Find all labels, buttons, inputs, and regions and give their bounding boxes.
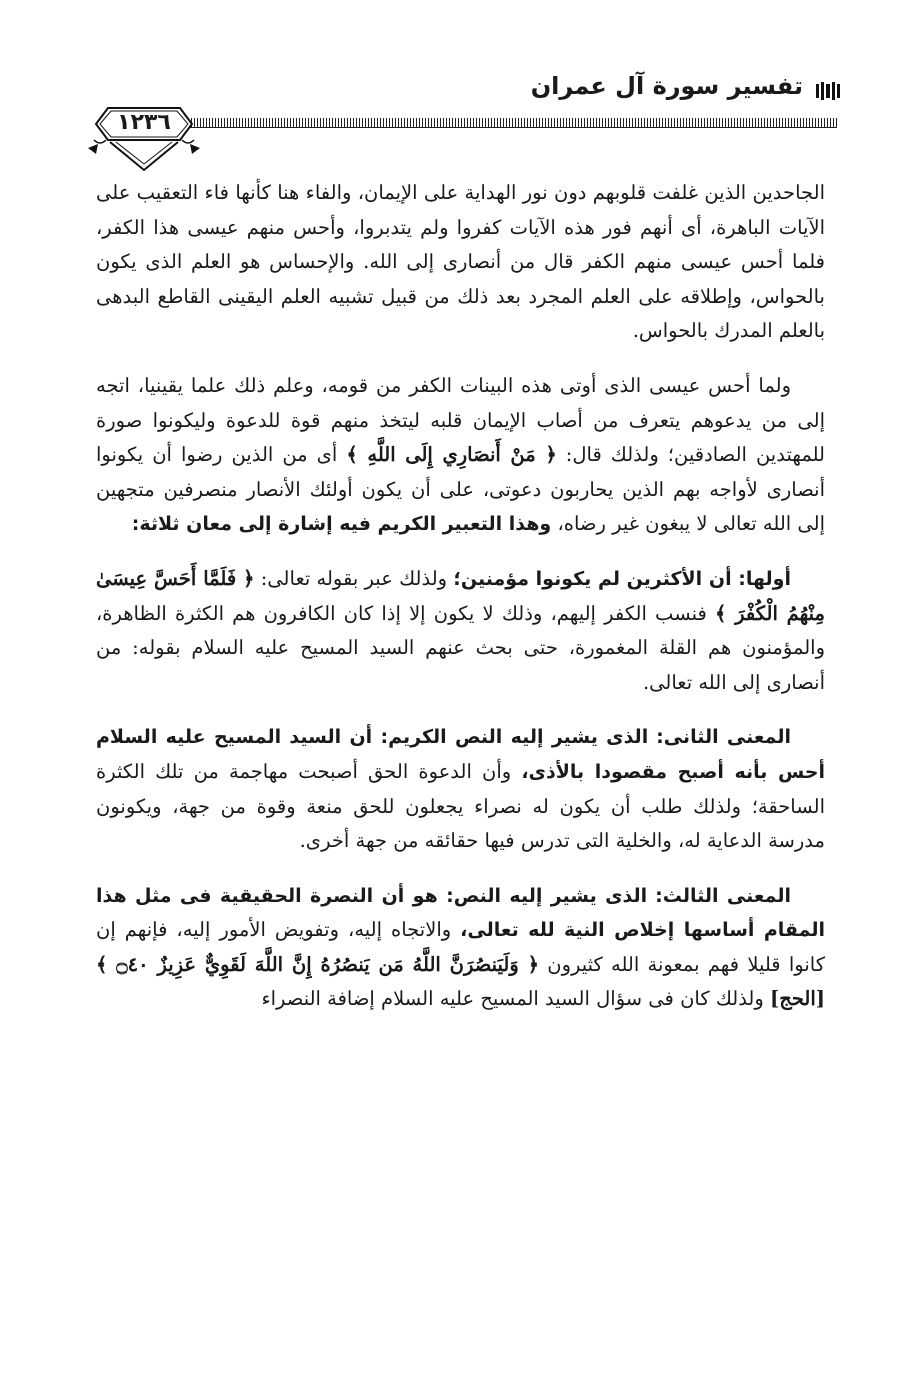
paragraph-3: [96, 562, 825, 700]
paragraph-text: وأن الدعوة الحق أصبحت مهاجمة من تلك الكثرة الساحقة؛ ولذلك طلب أن يكون له نصراء يجعلون للحق منعة وقوة من جهة، ويكونون مدرسة الدعاية له، والخلية التى تدرس فيها حقائقه من جهة أخرى.: [96, 759, 825, 853]
header-rule-base: [110, 127, 837, 128]
bold-statement: الذى يشير إليه النص: هو أن النصرة الحقيقية فى مثل هذا المقام أساسها إخلاص النية لله تعالى،: [96, 884, 825, 942]
body-text: [96, 176, 825, 1021]
surah-reference: [الحج]: [770, 987, 825, 1011]
paragraph-4: [96, 720, 825, 858]
quran-verse: ﴿ مَنْ أَنصَارِي إِلَى اللَّهِ ﴾: [346, 443, 557, 467]
ornament-icon: [815, 82, 841, 100]
paragraph-2: [96, 369, 825, 542]
paragraph-text: ولذلك عبر بقوله تعالى:: [260, 566, 448, 590]
paragraph-text: والاتجاه إليه، وتفويض الأمور إليه، فإنهم إن كانوا قليلا فهم بمعونة الله كثيرون: [96, 918, 825, 976]
page-header: [90, 70, 841, 110]
section-label: المعنى الثالث:: [655, 884, 792, 907]
bold-statement: وهذا التعبير الكريم فيه إشارة إلى معان ثلاثة:: [131, 513, 552, 536]
bold-statement: الذى يشير إليه النص الكريم: أن السيد المسيح عليه السلام أحس بأنه أصبح مقصودا بالأذى،: [96, 726, 826, 783]
paragraph-text: الجاحدين الذين غلفت قلوبهم دون نور الهداية على الإيمان، والفاء هنا كأنها فاء التعقيب على الآيات الباهرة، أى أنهم فور هذه الآيات كفروا ولم يتدبروا، وأحس منهم عيسى هذا الكفر، فلما أحس عيسى منهم الكفر قال من أنصارى إلى الله. والإحساس هو العلم الذى يكون بالحواس، وإطلاقه على العلم المجرد بعد ذلك من قبيل تشبيه العلم اليقينى القاطع البدهى بالعلم المدرك بالحواس.: [96, 181, 825, 343]
paragraph-text: ولما أحس عيسى الذى أوتى هذه البينات الكفر من قومه، وعلم ذلك علما يقينيا، اتجه إلى من يدعوهم يتعرف من أصاب الإيمان قلبه ليتخذ منهم قوة للدعوة وليكونوا صورة للمهتدين الصادقين؛ ولذلك قال:: [96, 373, 825, 467]
page-number-badge: [86, 100, 202, 174]
bold-statement: أولها: أن الأكثرين لم يكونوا مؤمنين؛: [453, 567, 792, 590]
running-title: تفسير سورة آل عمران: [530, 72, 803, 100]
header-rule: [110, 118, 837, 127]
paragraph-text: ولذلك كان فى سؤال السيد المسيح عليه السلام إضافة النصراء: [261, 987, 764, 1011]
paragraph-5: [96, 879, 825, 1017]
quran-verse: ﴿ فَلَمَّا أَحَسَّ عِيسَىٰ مِنْهُمُ الْكُفْرَ ﴾: [96, 566, 825, 625]
page-number: ١٢٣٦: [117, 110, 171, 135]
section-label: المعنى الثانى:: [656, 726, 791, 749]
paragraph-text: فنسب الكفر إليهم، وذلك لا يكون إلا إذا كان الكافرون هم الكثرة الظاهرة، والمؤمنون هم القلة المغمورة، حتى بحث عنهم السيد المسيح عليه السلام بقوله: من أنصارى إلى الله تعالى.: [96, 601, 825, 694]
paragraph-text: أى من الذين رضوا أن يكونوا أنصارى لأواجه بهم الذين يحاربون دعوتى، على أن يكون أولئك الأنصار منصرفين متجهين إلى الله تعالى لا يبغون غير رضاه،: [96, 443, 825, 536]
paragraph-1: [96, 176, 825, 349]
quran-verse: ﴿ وَلَيَنصُرَنَّ اللَّهُ مَن يَنصُرُهُ إِنَّ اللَّهَ لَقَوِيٌّ عَزِيزٌ ۝٤٠ ﴾: [96, 952, 540, 976]
